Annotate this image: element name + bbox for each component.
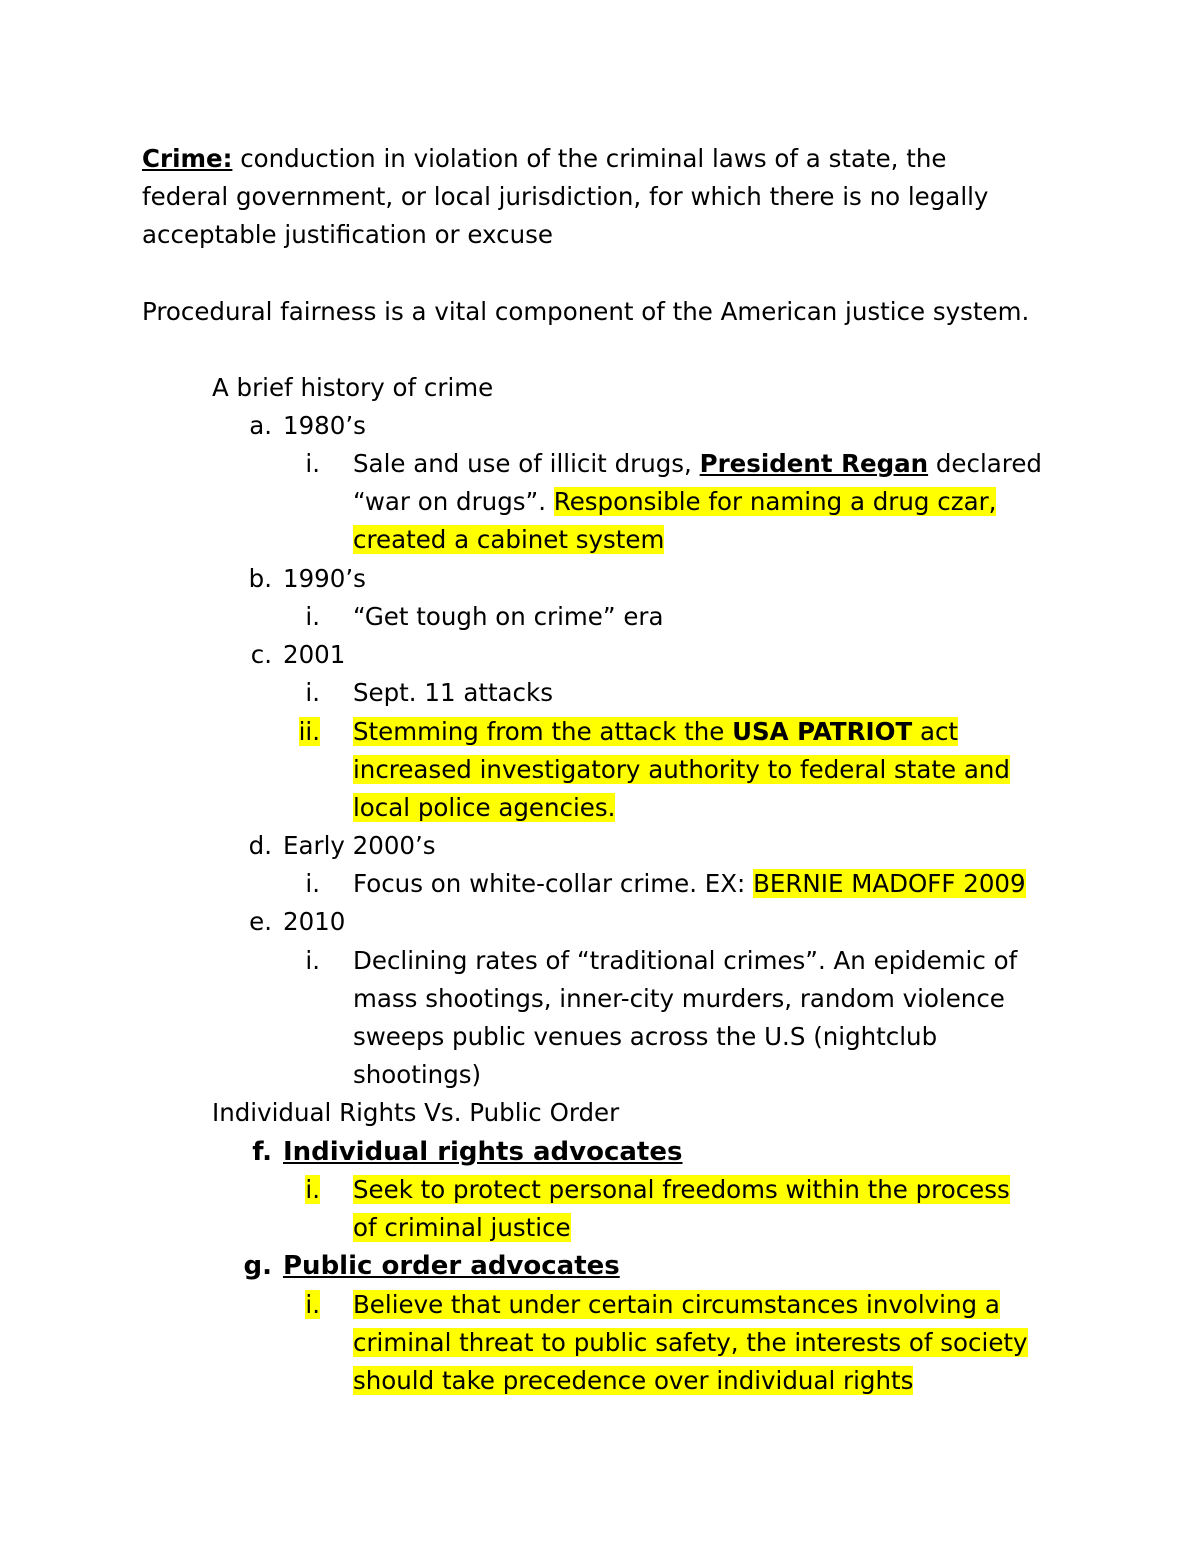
highlighted-text: Seek to protect personal freedoms within the process bbox=[353, 1175, 1010, 1204]
list-marker-ii bbox=[280, 713, 320, 751]
public-order-advocates: Public order advocates bbox=[283, 1251, 620, 1281]
subitem-text: “war on drugs”. bbox=[353, 487, 554, 516]
rights-heading: Individual Rights Vs. Public Order bbox=[212, 1098, 620, 1127]
history-item-2010: 2010 bbox=[283, 907, 346, 936]
history-item-1980s: 1980’s bbox=[283, 411, 366, 440]
subitem-1980s-line-1 bbox=[353, 445, 1042, 483]
list-marker-g: g. bbox=[243, 1251, 272, 1281]
subitem-1990s: “Get tough on crime” era bbox=[353, 602, 664, 631]
subitem-public-line-1 bbox=[353, 1286, 1000, 1324]
highlighted-marker: i. bbox=[305, 1290, 320, 1319]
definition-line-2: federal government, or local jurisdiction, for which there is no legally bbox=[142, 182, 989, 211]
history-item-2001: 2001 bbox=[283, 640, 346, 669]
highlighted-text: criminal threat to public safety, the interests of society bbox=[353, 1328, 1028, 1357]
fairness-statement: Procedural fairness is a vital component of the American justice system. bbox=[142, 297, 1030, 326]
list-marker-i: i. bbox=[305, 678, 320, 707]
subitem-white-collar bbox=[353, 865, 1026, 903]
list-marker-f: f. bbox=[252, 1137, 272, 1167]
definition-text-1: conduction in violation of the criminal laws of a state, the bbox=[232, 144, 947, 173]
list-marker-i: i. bbox=[305, 869, 320, 898]
highlighted-marker: i. bbox=[305, 1175, 320, 1204]
subitem-public-line-2 bbox=[353, 1324, 1028, 1362]
subitem-text: Stemming from the attack the bbox=[353, 717, 733, 746]
list-marker-i: i. bbox=[305, 449, 320, 478]
highlighted-text: of criminal justice bbox=[353, 1213, 571, 1242]
president-regan-emphasis: President Regan bbox=[699, 449, 929, 478]
list-marker-b: b. bbox=[248, 564, 272, 593]
subitem-sept-11: Sept. 11 attacks bbox=[353, 678, 553, 707]
highlighted-text: Responsible for naming a drug czar, bbox=[553, 487, 997, 516]
subitem-individual-line-1 bbox=[353, 1171, 1010, 1209]
subitem-individual-line-2 bbox=[353, 1209, 571, 1247]
list-marker-e: e. bbox=[249, 907, 272, 936]
subitem-2010-line-2: mass shootings, inner-city murders, random violence bbox=[353, 984, 1005, 1013]
subitem-patriot-line-1 bbox=[353, 713, 958, 751]
highlighted-text: increased investigatory authority to federal state and bbox=[353, 755, 1010, 784]
highlighted-text: BERNIE MADOFF 2009 bbox=[753, 869, 1026, 898]
subitem-text: act bbox=[912, 717, 959, 746]
list-marker-i: i. bbox=[305, 602, 320, 631]
subitem-text: Sale and use of illicit drugs, bbox=[353, 449, 700, 478]
subitem-patriot-line-3 bbox=[353, 789, 615, 827]
subitem-2010-line-1: Declining rates of “traditional crimes”. An epidemic of bbox=[353, 946, 1018, 975]
highlighted-marker: ii. bbox=[298, 717, 320, 746]
highlighted-text: local police agencies. bbox=[353, 793, 616, 822]
subitem-1980s-line-2 bbox=[353, 483, 996, 521]
history-heading: A brief history of crime bbox=[212, 373, 494, 402]
list-marker-c: c. bbox=[250, 640, 272, 669]
subitem-2010-line-4: shootings) bbox=[353, 1060, 482, 1089]
highlighted-text bbox=[353, 717, 958, 746]
subitem-1980s-line-3 bbox=[353, 521, 664, 559]
list-marker-i: i. bbox=[305, 946, 320, 975]
individual-rights-advocates: Individual rights advocates bbox=[283, 1137, 683, 1167]
subitem-text: declared bbox=[928, 449, 1042, 478]
definition-term: Crime: bbox=[142, 144, 233, 173]
history-item-1990s: 1990’s bbox=[283, 564, 366, 593]
highlighted-text: should take precedence over individual rights bbox=[353, 1366, 914, 1395]
highlighted-text: Believe that under certain circumstances involving a bbox=[353, 1290, 1000, 1319]
subitem-patriot-line-2 bbox=[353, 751, 1010, 789]
subitem-public-line-3 bbox=[353, 1362, 913, 1400]
definition-line-1 bbox=[142, 140, 946, 178]
subitem-2010-line-3: sweeps public venues across the U.S (nightclub bbox=[353, 1022, 938, 1051]
list-marker-a: a. bbox=[249, 411, 272, 440]
highlighted-text: created a cabinet system bbox=[353, 525, 665, 554]
subitem-text: Focus on white-collar crime. EX: bbox=[353, 869, 754, 898]
usa-patriot-emphasis: USA PATRIOT bbox=[732, 717, 913, 746]
list-marker-d: d. bbox=[248, 831, 272, 860]
definition-line-3: acceptable justification or excuse bbox=[142, 220, 553, 249]
list-marker-i bbox=[280, 1286, 320, 1324]
history-item-early-2000s: Early 2000’s bbox=[283, 831, 436, 860]
list-marker-i bbox=[280, 1171, 320, 1209]
